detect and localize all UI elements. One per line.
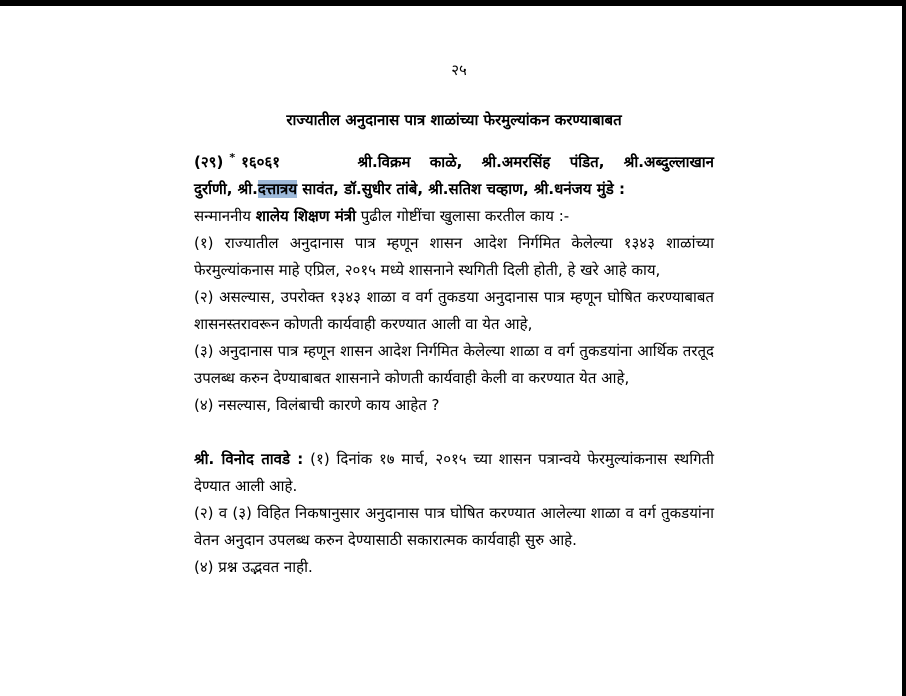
answer-part-1 <box>194 446 714 500</box>
question-item-2: (२) असल्यास, उपरोक्त १३४३ शाळा व वर्ग तुकडया अनुदानास पात्र म्हणून घोषित करण्याबाबत शासनस्तरावरून कोणती कार्यवाही करण्यात आली वा येत आहे, <box>194 288 714 333</box>
minister-title: शालेय शिक्षण मंत्री <box>255 207 357 225</box>
top-border <box>0 0 906 6</box>
document-page <box>194 60 714 581</box>
intro-start: सन्माननीय <box>194 207 256 225</box>
members-second-line-start: दुर्राणी, श्री. <box>194 180 258 198</box>
members-second-line-end: सावंत, डॉ.सुधीर तांबे, श्री.सतिश चव्हाण, श्री.धनंजय मुंडे : <box>297 180 625 198</box>
answer-part-3: (४) प्रश्न उद्भवत नाही. <box>194 558 313 576</box>
question-item-3: (३) अनुदानास पात्र म्हणून शासन आदेश निर्गमित केलेल्या शाळा व वर्ग तुकडयांना आर्थिक तरतूद उपलब्ध करुन देण्याबाबत शासनाने कोणती कार्यवाही केली वा करण्यात येत आहे, <box>194 342 714 387</box>
question-intro <box>194 203 714 230</box>
highlighted-name[interactable]: दत्तात्रय <box>257 180 298 198</box>
question-id: १६०६१ <box>241 153 281 171</box>
question-members-line-2 <box>194 176 714 203</box>
members-first-line: श्री.विक्रम काळे, श्री.अमरसिंह पंडित, श्री.अब्दुल्लाखान <box>357 153 714 171</box>
right-border <box>902 0 906 696</box>
answer-part-1-text: (१) दिनांक १७ मार्च, २०१५ च्या शासन पत्रान्वये फेरमुल्यांकनास स्थगिती देण्यात आली आहे. <box>194 450 714 495</box>
answer-speaker: श्री. विनोद तावडे : <box>194 450 304 468</box>
question-block <box>194 144 714 419</box>
question-item-1: (१) राज्यातील अनुदानास पात्र म्हणून शासन आदेश निर्गमित केलेल्या १३४३ शाळांच्या फेरमुल्यांकनास माहे एप्रिल, २०१५ मध्ये शासनाने स्थगिती दिली होती, हे खरे आहे काय, <box>194 234 714 279</box>
answer-part-2: (२) व (३) विहित निकषानुसार अनुदानास पात्र घोषित करण्यात आलेल्या शाळा व वर्ग तुकडयांना वेतन अनुदान उपलब्ध करुन देण्यासाठी सकारात्मक कार्यवाही सुरु आहे. <box>194 504 714 549</box>
question-members-line-1 <box>194 144 714 176</box>
starred-marker: * <box>229 151 236 164</box>
question-number: (२९) <box>194 153 224 171</box>
question-heading: राज्यातील अनुदानास पात्र शाळांच्या फेरमुल्यांकन करण्याबाबत <box>286 111 622 129</box>
question-item-4: (४) नसल्यास, विलंबाची कारणे काय आहेत ? <box>194 396 440 414</box>
answer-block <box>194 446 714 581</box>
intro-end: पुढील गोष्टींचा खुलासा करतील काय :- <box>356 207 570 225</box>
page-number: २५ <box>451 61 467 79</box>
